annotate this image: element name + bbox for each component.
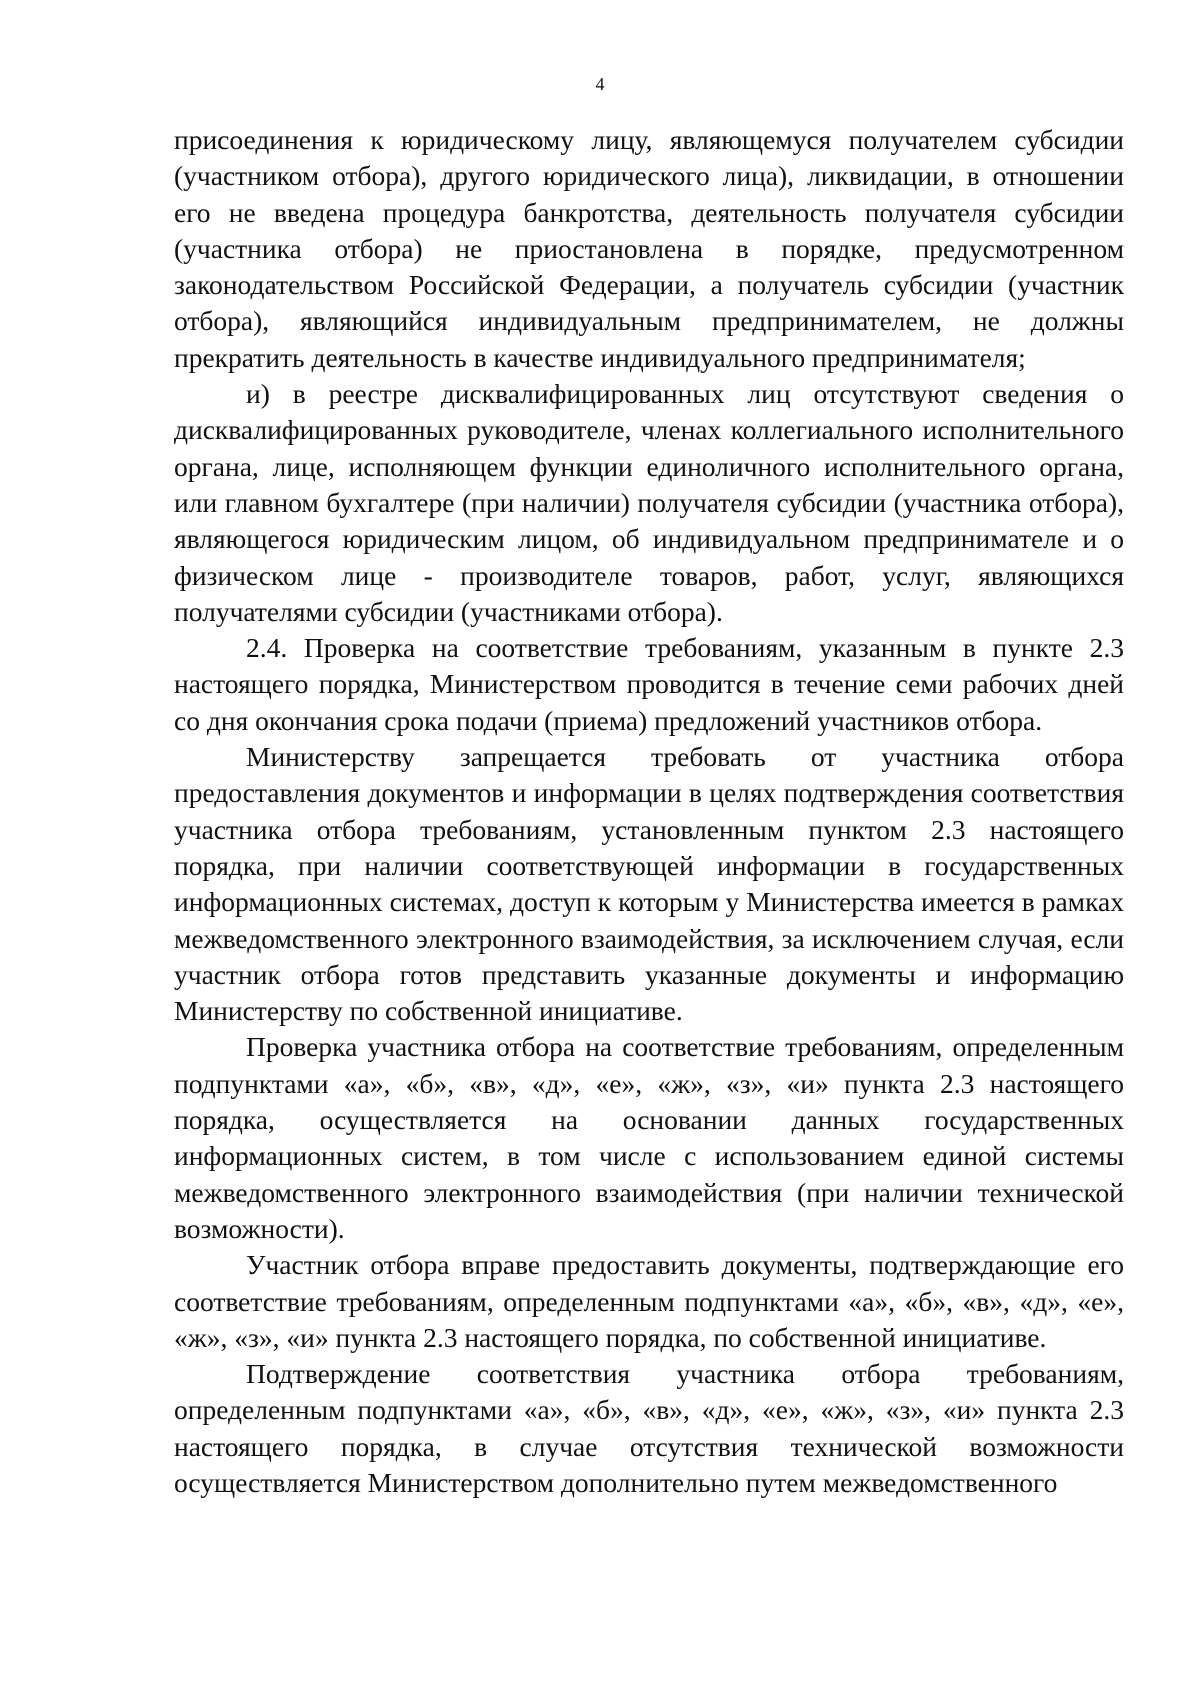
paragraph: Проверка участника отбора на соответствие требованиям, определенным подпунктами «а», «б», «в», «д», «е», «ж», «з», «и» пункта 2.3 настоящего порядка, осуществляется на основании данных государственных информационных систем, в том числе с использованием единой системы межведомственного электронного взаимодействия (при наличии технической возможности). xyxy=(174,1031,1124,1244)
paragraph: Министерству запрещается требовать от участника отбора предоставления документов и информации в целях подтверждения соответствия участника отбора требованиям, установленным пунктом 2.3 настоящего порядка, при наличии соответствующей информации в государственных информационных системах, доступ к которым у Министерства имеется в рамках межведомственного электронного взаимодействия, за исключением случая, если участник отбора готов представить указанные документы и информацию Министерству по собственной инициативе. xyxy=(174,741,1124,1027)
document-body xyxy=(174,122,1124,1501)
page-number: 4 xyxy=(595,74,605,94)
paragraph: и) в реестре дисквалифицированных лиц отсутствуют сведения о дисквалифицированных руководителе, членах коллегиального исполнительного органа, лице, исполняющем функции единоличного исполнительного органа, или главном бухгалтере (при наличии) получателя субсидии (участника отбора), являющегося юридическим лицом, об индивидуальном предпринимателе и о физическом лице - производителе товаров, работ, услуг, являющихся получателями субсидии (участниками отбора). xyxy=(174,378,1124,627)
paragraph: Подтверждение соответствия участника отбора требованиям, определенным подпунктами «а», «б», «в», «д», «е», «ж», «з», «и» пункта 2.3 настоящего порядка, в случае отсутствия технической возможности осуществляется Министерством дополнительно путем межведомственного xyxy=(174,1358,1124,1498)
paragraph: 2.4. Проверка на соответствие требованиям, указанным в пункте 2.3 настоящего порядка, Министерством проводится в течение семи рабочих дней со дня окончания срока подачи (приема) предложений участников отбора. xyxy=(174,632,1124,736)
paragraph: Участник отбора вправе предоставить документы, подтверждающие его соответствие требованиям, определенным подпунктами «а», «б», «в», «д», «е», «ж», «з», «и» пункта 2.3 настоящего порядка, по собственной инициативе. xyxy=(174,1249,1124,1353)
paragraph: присоединения к юридическому лицу, являющемуся получателем субсидии (участником отбора), другого юридического лица), ликвидации, в отношении его не введена процедура банкротства, деятельность получателя субсидии (участника отбора) не приостановлена в порядке, предусмотренном законодательством Российской Федерации, а получатель субсидии (участник отбора), являющийся индивидуальным предпринимателем, не должны прекратить деятельность в качестве индивидуального предпринимателя; xyxy=(174,124,1124,373)
